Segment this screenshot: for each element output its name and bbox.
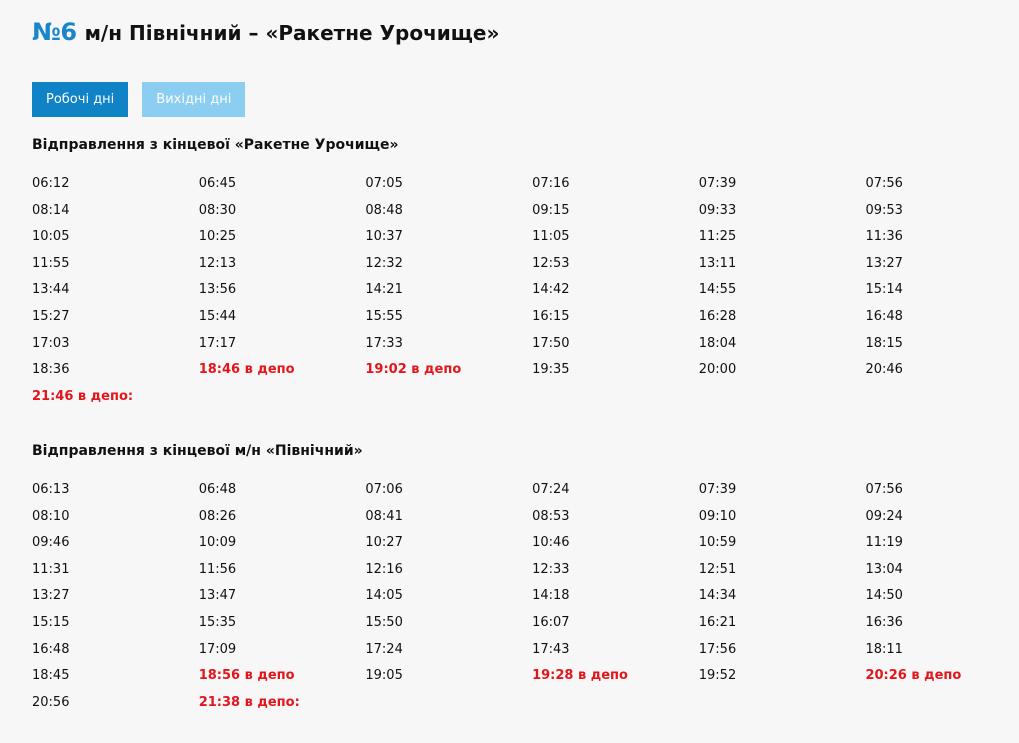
departure-time: 10:37 [365,229,403,245]
departure-time: 07:16 [532,176,570,191]
departure-time: 07:05 [365,176,403,191]
departure-time: 08:30 [198,202,237,218]
departure-time: 14:50 [865,588,903,604]
depo-departure-time: 19:28 в депо [532,668,628,684]
departure-time: 12:32 [365,255,403,271]
departure-time: 13:04 [865,561,903,577]
route-name: м/н Північний – «Ракетне Урочище» [84,21,500,45]
depo-departure-time: 20:26 в депо [865,668,962,684]
departure-time: 16:36 [865,614,903,630]
departure-time: 08:41 [365,508,403,524]
departure-time: 17:09 [198,641,237,657]
departure-time: 17:50 [532,335,570,351]
departure-time: 08:48 [365,202,403,218]
departure-time: 14:21 [365,282,403,298]
departure-time: 07:24 [532,482,570,497]
departure-time: 13:47 [198,588,237,604]
departure-time: 13:11 [698,255,737,271]
departure-time: 13:44 [32,282,70,298]
departure-time: 19:52 [698,668,737,684]
tab-weekends[interactable]: Вихідні дні [142,82,245,117]
departure-time: 06:45 [198,176,237,191]
day-tabs [32,82,245,117]
departure-time: 11:25 [698,229,737,245]
departure-time: 06:13 [32,482,70,497]
departure-time: 17:33 [365,335,403,351]
departure-time: 07:56 [865,482,903,497]
departure-time: 19:05 [365,668,403,684]
departure-time: 10:05 [32,229,70,245]
departure-time: 15:44 [198,308,237,324]
depo-departure-time: 21:38 в депо: [198,694,300,710]
departure-time: 09:53 [865,202,903,218]
departure-time: 12:51 [698,561,737,577]
departure-time: 11:05 [532,229,570,245]
departure-time: 18:04 [698,335,737,351]
tab-weekdays[interactable]: Робочі дні [32,82,128,117]
departure-time: 17:17 [198,335,237,351]
departure-time: 11:19 [865,535,903,551]
departure-time: 20:00 [698,362,737,378]
departure-time: 15:50 [365,614,403,630]
departure-time: 15:27 [32,308,70,324]
departure-time: 11:55 [32,255,70,271]
section-heading-pivnichnyi: Відправлення з кінцевої м/н «Північний» [32,443,363,459]
departure-time: 16:48 [865,308,903,324]
departure-time: 12:16 [365,561,403,577]
departure-time: 20:46 [865,362,903,378]
departure-time: 14:18 [532,588,570,604]
departure-time: 09:15 [532,202,570,218]
departure-time: 17:43 [532,641,570,657]
departure-time: 10:27 [365,535,403,551]
departure-time: 19:35 [532,362,570,378]
departure-time: 15:55 [365,308,403,324]
schedule-grid-pivnichnyi [32,477,1019,716]
departure-time: 15:15 [32,614,70,630]
departure-time: 13:56 [198,282,237,298]
departure-time: 07:39 [698,482,737,497]
departure-time: 07:56 [865,176,903,191]
departure-time: 18:11 [865,641,903,657]
departure-time: 17:56 [698,641,737,657]
departure-time: 15:35 [198,614,237,630]
departure-time: 16:21 [698,614,737,630]
departure-time: 07:39 [698,176,737,191]
departure-time: 08:26 [198,508,237,524]
depo-departure-time: 18:46 в депо [198,362,295,378]
depo-departure-time: 18:56 в депо [198,668,295,684]
departure-time: 06:12 [32,176,70,191]
departure-time: 11:31 [32,561,70,577]
route-number: №6 [32,18,77,46]
departure-time: 14:42 [532,282,570,298]
departure-time: 16:15 [532,308,570,324]
departure-time: 14:05 [365,588,403,604]
departure-time: 15:14 [865,282,903,298]
departure-time: 08:14 [32,202,70,218]
departure-time: 07:06 [365,482,403,497]
departure-time: 18:36 [32,362,70,378]
departure-time: 09:33 [698,202,737,218]
departure-time: 08:10 [32,508,70,524]
departure-time: 11:56 [198,561,237,577]
departure-time: 10:46 [532,535,570,551]
departure-time: 16:28 [698,308,737,324]
departure-time: 16:48 [32,641,70,657]
departure-time: 16:07 [532,614,570,630]
schedule-grid-raketne [32,171,1019,410]
departure-time: 12:13 [198,255,237,271]
departure-time: 08:53 [532,508,570,524]
departure-time: 11:36 [865,229,903,245]
departure-time: 17:24 [365,641,403,657]
departure-time: 09:24 [865,508,903,524]
depo-departure-time: 19:02 в депо [365,362,462,378]
departure-time: 12:53 [532,255,570,271]
departure-time: 09:10 [698,508,737,524]
departure-time: 12:33 [532,561,570,577]
departure-time: 18:15 [865,335,903,351]
departure-time: 20:56 [32,694,70,710]
departure-time: 17:03 [32,335,70,351]
departure-time: 09:46 [32,535,70,551]
departure-time: 06:48 [198,482,237,497]
departure-time: 10:25 [198,229,237,245]
departure-time: 13:27 [32,588,70,604]
departure-time: 10:09 [198,535,237,551]
page-title [32,18,499,46]
depo-departure-time: 21:46 в депо: [32,388,134,404]
departure-time: 13:27 [865,255,903,271]
departure-time: 14:55 [698,282,737,298]
departure-time: 14:34 [698,588,737,604]
departure-time: 10:59 [698,535,737,551]
section-heading-raketne: Відправлення з кінцевої «Ракетне Урочище» [32,137,399,153]
departure-time: 18:45 [32,668,70,684]
